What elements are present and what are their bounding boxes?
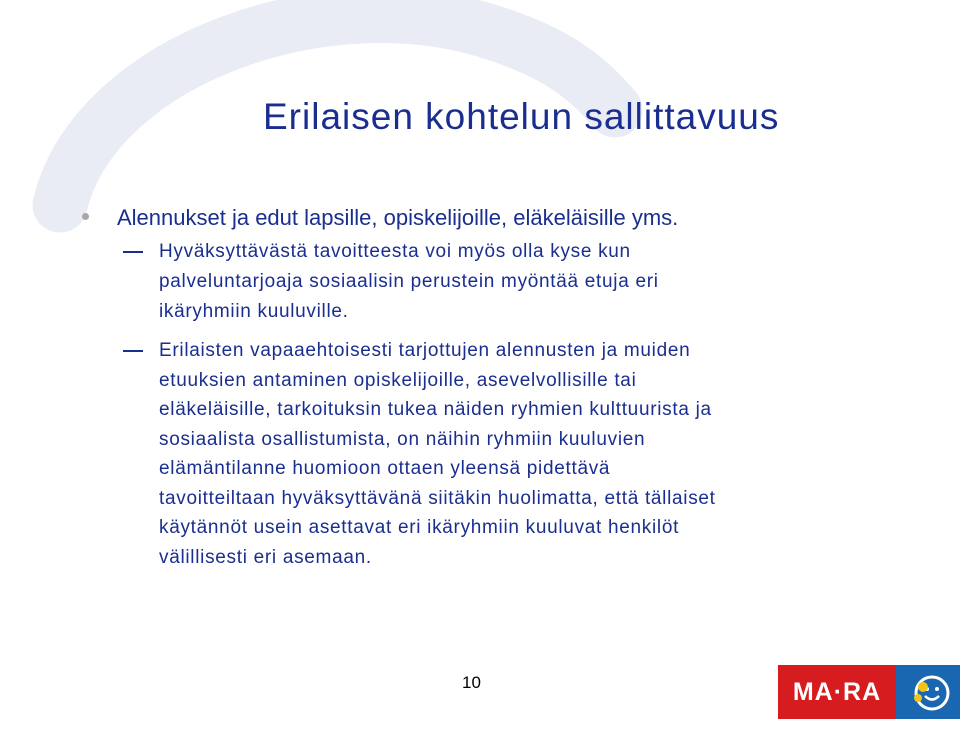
page-number: 10 — [462, 673, 481, 692]
logo-text: MA·RA — [792, 677, 882, 706]
sub-item-1-line: ikäryhmiin kuuluville. — [159, 301, 349, 322]
sub-item-2-line: sosiaalista osallistumista, on näihin ryhmiin kuuluvien — [159, 429, 646, 450]
logo-red-block — [778, 665, 896, 719]
logo-blue-block — [896, 665, 960, 719]
mara-logo — [778, 665, 960, 719]
sub-item-2-line: käytännöt usein asettavat eri ikäryhmiin kuuluvat henkilöt — [159, 517, 680, 538]
slide-title: Erilaisen kohtelun sallittavuus — [263, 96, 780, 137]
sub-item-2-line: välillisesti eri asemaan. — [159, 547, 372, 568]
sub-item-2-line: eläkeläisille, tarkoituksin tukea näiden ryhmien kulttuurista ja — [159, 399, 712, 420]
sub-item-2-line: Erilaisten vapaaehtoisesti tarjottujen alennusten ja muiden — [159, 340, 691, 361]
sub-item-2-line: tavoitteiltaan hyväksyttävänä siitäkin huolimatta, että tällaiset — [159, 488, 716, 509]
sub-item-1-line: palveluntarjoaja sosiaalisin perustein myöntää etuja eri — [159, 271, 659, 292]
sub-item-1-line: Hyväksyttävästä tavoitteesta voi myös olla kyse kun — [159, 241, 631, 262]
bullet-dot-icon — [82, 213, 89, 220]
dash-icon — [123, 251, 143, 253]
sub-item-2 — [123, 336, 923, 576]
sub-item-2-line: etuuksien antaminen opiskelijoille, asevelvollisille tai — [159, 370, 637, 391]
dash-icon — [123, 350, 143, 352]
sub-item-1 — [123, 237, 923, 327]
smiley-face-icon — [896, 665, 960, 719]
bullet-text: Alennukset ja edut lapsille, opiskelijoille, eläkeläisille yms. — [117, 205, 679, 230]
sub-item-2-line: elämäntilanne huomioon ottaen yleensä pidettävä — [159, 458, 611, 479]
